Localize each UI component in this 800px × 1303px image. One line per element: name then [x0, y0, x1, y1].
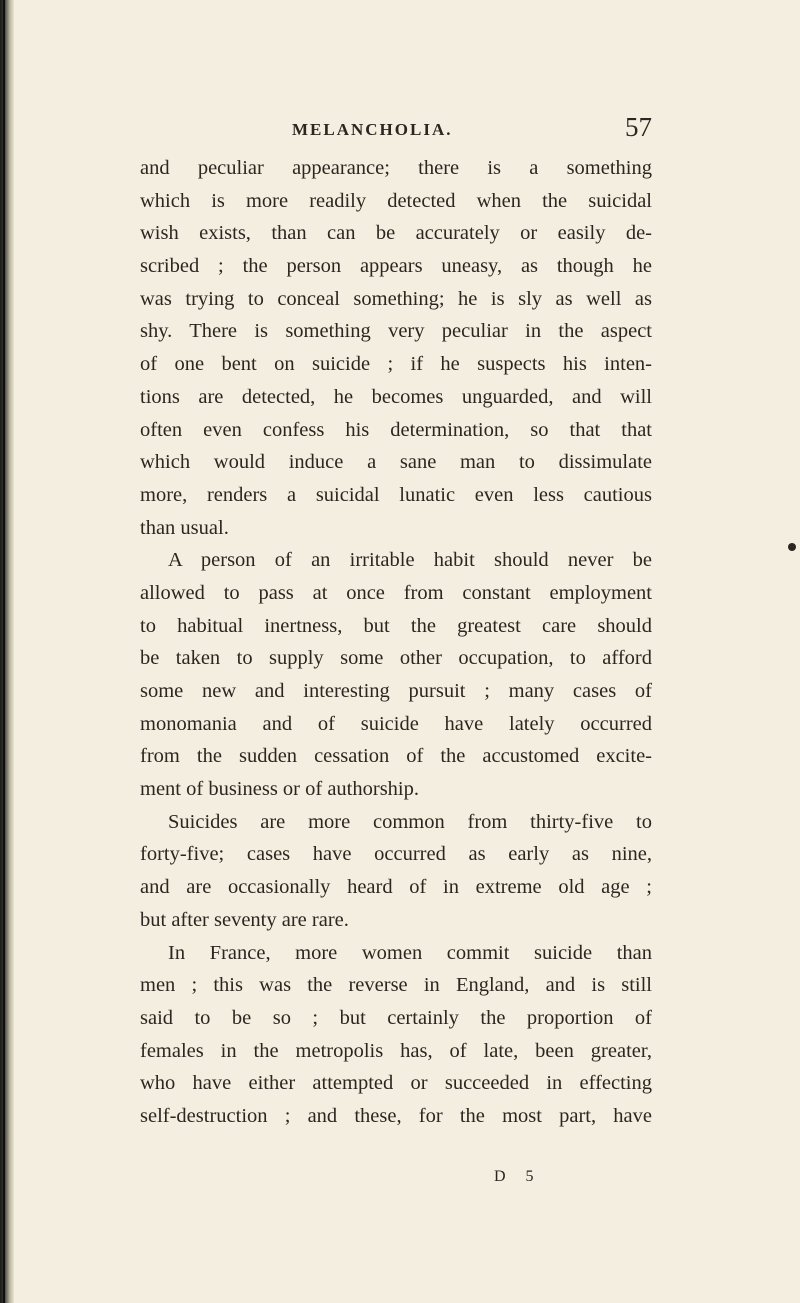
page-number: 57: [625, 112, 652, 142]
text-line: from the sudden cessation of the accustomed excite-: [140, 745, 652, 768]
text-line: more, renders a suicidal lunatic even less cautious: [140, 483, 652, 506]
text-line: which is more readily detected when the suicidal: [140, 189, 652, 212]
margin-ink-dot: [788, 543, 796, 551]
running-head: MELANCHOLIA.: [292, 120, 453, 139]
page-signature: [0, 1168, 800, 1196]
text-line: of one bent on suicide ; if he suspects his inten-: [140, 353, 652, 376]
text-line: shy. There is something very peculiar in the aspect: [140, 320, 652, 343]
text-line: forty-five; cases have occurred as early as nine,: [140, 843, 652, 866]
text-line: be taken to supply some other occupation, to afford: [140, 647, 652, 670]
text-line: often even confess his determination, so that that: [140, 418, 652, 441]
text-line: was trying to conceal something; he is sly as well as: [140, 287, 652, 310]
text-line: wish exists, than can be accurately or easily de-: [140, 222, 652, 245]
text-line: self-destruction ; and these, for the most part, have: [140, 1104, 652, 1127]
text-line: men ; this was the reverse in England, and is still: [140, 974, 652, 997]
body-text: [140, 152, 652, 1133]
text-line: some new and interesting pursuit ; many cases of: [140, 680, 652, 702]
text-line: monomania and of suicide have lately occurred: [140, 712, 652, 735]
text-line: Suicides are more common from thirty-five to: [168, 810, 652, 833]
text-line: allowed to pass at once from constant employment: [140, 581, 652, 604]
text-line: and peculiar appearance; there is a something: [140, 157, 652, 179]
text-line: and are occasionally heard of in extreme old age ;: [140, 876, 652, 899]
text-line: but after seventy are rare.: [140, 908, 349, 931]
text-line: In France, more women commit suicide than: [168, 941, 652, 964]
signature-mark: D 5: [494, 1168, 542, 1185]
page-binding-shadow: [3, 0, 5, 1303]
text-line: A person of an irritable habit should never be: [168, 549, 652, 572]
text-line: to habitual inertness, but the greatest care should: [140, 614, 652, 637]
text-line: tions are detected, he becomes unguarded, and will: [140, 385, 652, 408]
text-line: females in the metropolis has, of late, been greater,: [140, 1039, 652, 1062]
page-header: [140, 112, 652, 142]
text-line: who have either attempted or succeeded in effecting: [140, 1072, 652, 1095]
text-line: scribed ; the person appears uneasy, as though he: [140, 255, 652, 278]
text-line: ment of business or of authorship.: [140, 778, 419, 801]
text-line: than usual.: [140, 516, 229, 539]
text-line: said to be so ; but certainly the proportion of: [140, 1006, 652, 1029]
text-line: which would induce a sane man to dissimulate: [140, 451, 652, 474]
